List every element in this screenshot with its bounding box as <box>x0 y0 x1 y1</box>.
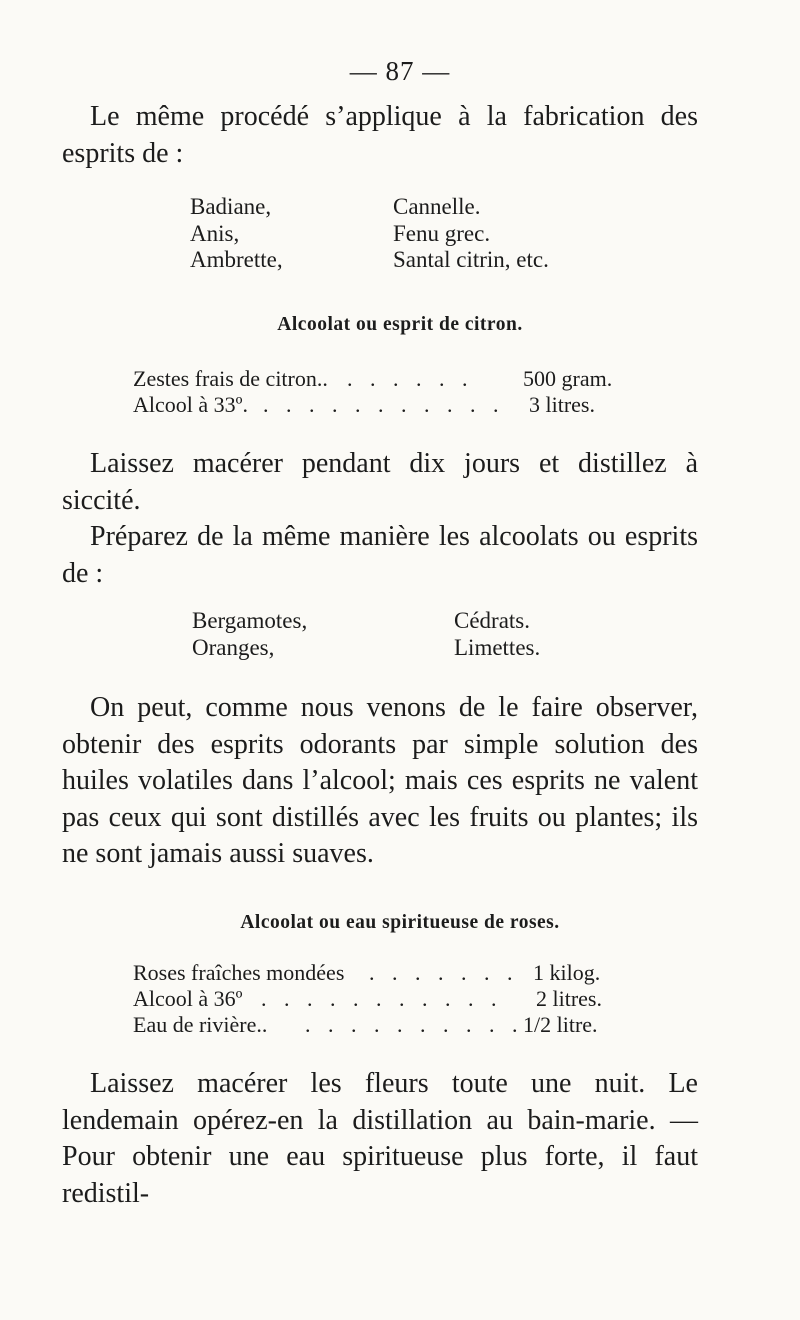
ingredient-name: Alcool à 36º <box>133 986 243 1011</box>
final-paragraph: Laissez macérer les fleurs toute une nuit. Le lendemain opérez-en la distillation au bain-marie. — Pour obtenir une eau spiritueuse plus forte, il faut redistil- <box>62 1068 698 1209</box>
leader-dots: . . . . . . . . . . <box>305 1012 524 1037</box>
ingredient-quantity: 1 kilog. <box>533 960 601 985</box>
table-row <box>133 986 623 1012</box>
page-number: — 87 — <box>349 56 451 86</box>
recipe-roses-title: Alcoolat ou eau spiritueuse de roses. <box>240 912 560 933</box>
list-item: Bergamotes, <box>192 608 308 633</box>
ingredient-name: Zestes frais de citron.. <box>133 366 328 391</box>
table-row <box>133 366 623 392</box>
ingredient-name: Alcool à 33º. <box>133 392 248 417</box>
ingredient-quantity: 3 litres. <box>529 392 595 417</box>
observation-paragraph: On peut, comme nous venons de le faire observer, obtenir des esprits odorants par simple solution des huiles volatiles dans l’alcool; mais ces esprits ne valent pas ceux qui sont distillés avec les fruits ou plantes; ils ne sont jamais aussi suaves. <box>62 692 698 869</box>
citrus-list-left <box>192 608 307 661</box>
recipe-citron-title: Alcoolat ou esprit de citron. <box>277 314 523 335</box>
list-item: Badiane, <box>190 194 272 219</box>
ingredient-name: Roses fraîches mondées <box>133 960 345 985</box>
leader-dots: . . . . . . . . . . . <box>263 392 505 417</box>
citrus-list-right <box>454 608 540 661</box>
list-item: Limettes. <box>454 634 541 660</box>
recipe-citron-table <box>133 366 623 418</box>
citrus-list <box>192 608 612 664</box>
ingredient-name: Eau de rivière.. <box>133 1012 268 1037</box>
ingredient-quantity: 500 gram. <box>523 366 613 391</box>
list-item: Cédrats. <box>454 608 531 633</box>
spirits-list-left <box>190 194 283 274</box>
ingredient-quantity: 1/2 litre. <box>523 1012 598 1037</box>
list-item: Cannelle. <box>393 194 481 219</box>
list-item: Fenu grec. <box>393 220 491 246</box>
macerate-paragraph: Laissez macérer pendant dix jours et distillez à siccité. <box>62 448 698 516</box>
intro-paragraph: Le même procédé s’applique à la fabrication des esprits de : <box>62 101 698 169</box>
table-row <box>133 392 623 418</box>
leader-dots: . . . . . . . . . . . <box>261 986 503 1011</box>
list-item: Oranges, <box>192 634 275 660</box>
list-item: Santal citrin, etc. <box>393 247 549 272</box>
spirits-list-right <box>393 194 549 274</box>
recipe-roses-table <box>133 960 623 1038</box>
leader-dots: . . . . . . <box>347 366 474 391</box>
table-row <box>133 960 623 986</box>
prepare-paragraph: Préparez de la même manière les alcoolats ou esprits de : <box>62 521 698 589</box>
table-row <box>133 1012 623 1038</box>
list-item: Ambrette, <box>190 247 283 272</box>
list-item: Anis, <box>190 220 240 246</box>
ingredient-quantity: 2 litres. <box>536 986 602 1011</box>
leader-dots: . . . . . . . <box>369 960 519 985</box>
spirits-list <box>190 194 610 276</box>
